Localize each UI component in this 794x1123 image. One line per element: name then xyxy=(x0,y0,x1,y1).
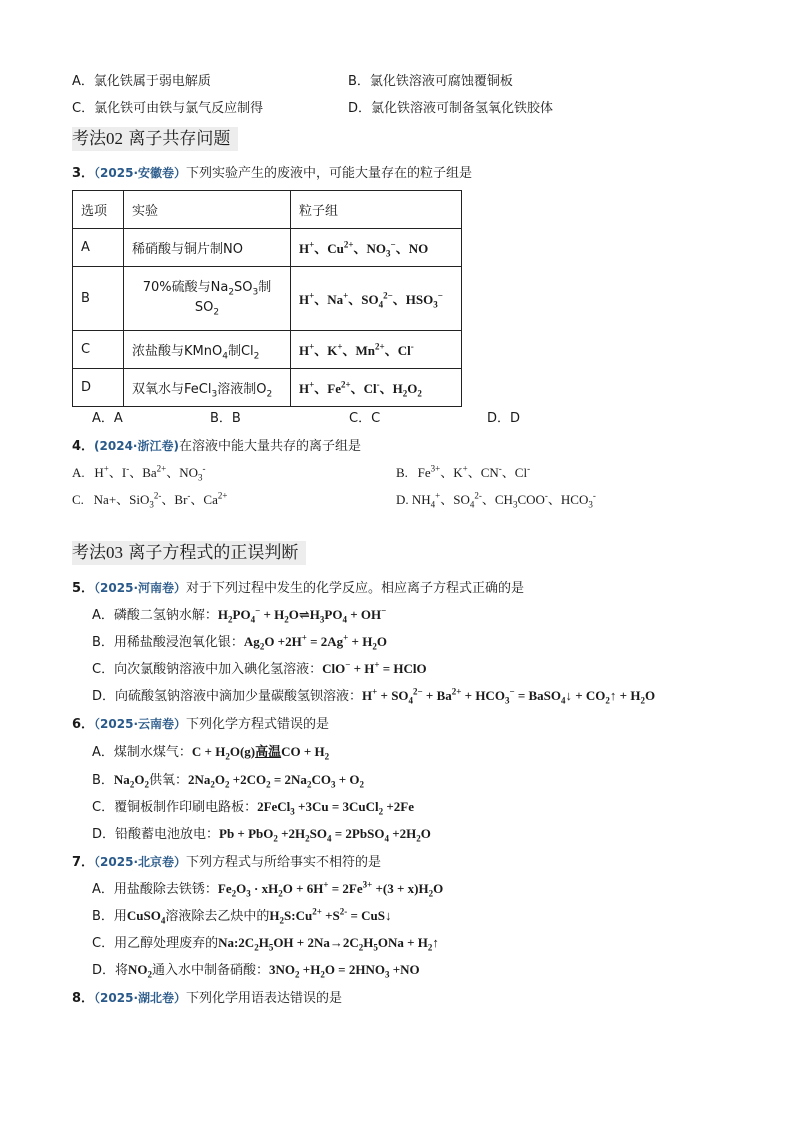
q6-option-d: D．铅酸蓄电池放电：$Pb + PbO_2 +2H_2SO_4$ = 2PbSO$_4$ $+2H_2O$ xyxy=(92,826,431,844)
q5-option-a: A．磷酸二氢钠水解：$H_2PO_4^-$ + $H_2O\rightleftharpoons H_3PO_4 + OH^-$ xyxy=(92,605,387,625)
q5-option-b: B．用稀盐酸浸泡氧化银：$Ag_2O +2H^+ = 2Ag^+ + H_2O$ xyxy=(92,632,387,652)
question-source: （2025·安徽卷） xyxy=(94,166,187,180)
q6-option-b: B．$Na_2O_2$供氧：$2Na_2O_2 +2CO_2 = 2Na_2CO_3 + O_2$ xyxy=(92,772,364,790)
question-source: （2025·河南卷） xyxy=(94,581,187,595)
question-number: 4． xyxy=(72,439,95,454)
table-header-row xyxy=(73,191,462,229)
table-cell-ions: H+、$Cu^{2+}$、$NO_3^-$、NO xyxy=(291,229,462,267)
table-cell-experiment: 70%硫酸与$Na_2SO_3$制 $SO_2$ xyxy=(124,267,291,331)
q2-option-b: B．氯化铁溶液可腐蚀覆铜板 xyxy=(348,74,513,89)
section-heading-02 xyxy=(72,127,238,151)
q3-answer-a: A．A xyxy=(92,411,123,426)
section-title: 离子方程式的正误判断 xyxy=(123,543,299,563)
question-number: 7． xyxy=(72,855,95,870)
table-header: 粒子组 xyxy=(291,191,462,229)
q4-option-a: A. H+、I-、$Ba^{2+}$、$NO_3^-$ xyxy=(72,463,206,483)
table-cell-option: B xyxy=(73,267,124,331)
question-number: 5． xyxy=(72,581,95,596)
section-heading-03 xyxy=(72,541,306,565)
q2-option-c: C．氯化铁可由铁与氯气反应制得 xyxy=(72,101,264,116)
q2-option-a: A．氯化铁属于弱电解质 xyxy=(72,74,211,89)
section-title: 离子共存问题 xyxy=(123,129,231,149)
section-prefix: 考法 xyxy=(72,543,106,563)
question-text: 下列化学用语表达错误的是 xyxy=(186,991,343,1006)
question-source: （2025·北京卷） xyxy=(94,855,187,869)
table-cell-ions: H+、K+、$Mn^{2+}$、Cl- xyxy=(291,331,462,369)
table-header: 实验 xyxy=(124,191,291,229)
q5-option-d: D．向硫酸氢钠溶液中滴加少量碳酸氢钡溶液：$H^+ + SO_4^{2-} + Ba^{2+} + HCO_3^-$ = BaSO$_4$↓ + $CO_2↑ + H_2O$ xyxy=(92,686,656,706)
question-text: 下列化学方程式错误的是 xyxy=(186,717,330,732)
question-6-stem xyxy=(72,715,329,734)
table-cell-experiment: 浓盐酸与KMnO$_4$制$Cl_2$ xyxy=(124,331,291,369)
q7-option-d: D．将$NO_2$通入水中制备硝酸：$3NO_2 +H_2O = 2HNO_3 +NO$ xyxy=(92,962,420,980)
table-cell-ions: H+、Na+、$SO_4^{2-}$、$HSO_3^-$ xyxy=(291,267,462,331)
question-number: 3． xyxy=(72,166,95,181)
table-cell-option: A xyxy=(73,229,124,267)
q4-option-c: C. Na+、SiO$_3^{2-}$、Br-、$Ca^{2+}$ xyxy=(72,490,228,510)
table-row xyxy=(73,369,462,407)
q3-answer-d: D．D xyxy=(487,411,521,426)
q4-option-b: B. $Fe^{3+}$、K+、CN-、Cl- xyxy=(396,463,531,480)
table-cell-option: D xyxy=(73,369,124,407)
q5-option-c: C．向次氯酸钠溶液中加入碘化氢溶液：ClO− + H+ = HClO xyxy=(92,659,427,677)
question-number: 8． xyxy=(72,991,95,1006)
table-cell-ions: H+、$Fe^{2+}$、Cl-、$H_2O_2$ xyxy=(291,369,462,407)
question-text: 在溶液中能大量共存的离子组是 xyxy=(178,439,361,454)
question-source: (2024·浙江卷) xyxy=(94,439,179,453)
question-text: 对于下列过程中发生的化学反应。相应离子方程式正确的是 xyxy=(186,581,525,596)
table-row xyxy=(73,267,462,331)
question-source: （2025·云南卷） xyxy=(94,717,187,731)
q3-answer-b: B．B xyxy=(210,411,241,426)
question-4-stem xyxy=(72,437,361,456)
table-cell-experiment: 双氧水与FeCl$_3$溶液制$O_2$ xyxy=(124,369,291,407)
table-row xyxy=(73,229,462,267)
section-code: 03 xyxy=(106,543,123,562)
table-cell-option: C xyxy=(73,331,124,369)
section-code: 02 xyxy=(106,129,123,148)
section-prefix: 考法 xyxy=(72,129,106,149)
q2-option-d: D．氯化铁溶液可制备氢氧化铁胶体 xyxy=(348,101,554,116)
q7-option-c: C．用乙醇处理废弃的$Na:2C_2H_5OH + 2Na\to 2C_2H_5ONa$ + $H_2↑$ xyxy=(92,935,439,953)
question-number: 6． xyxy=(72,717,95,732)
question-7-stem xyxy=(72,853,381,872)
q7-option-b: B．用CuSO$_4$溶液除去乙炔中的$H_2S:Cu^{2+} +S^{2-}$ = CuS↓ xyxy=(92,906,392,926)
question-text: 下列方程式与所给事实不相符的是 xyxy=(186,855,382,870)
table-row xyxy=(73,331,462,369)
q6-option-c: C．覆铜板制作印刷电路板：2FeCl$_3$ +3Cu = 3CuCl$_2$ +2Fe xyxy=(92,799,414,817)
q6-option-a: A．煤制水煤气：$C + H_2O(g)$高温CO + $H_2$ xyxy=(92,744,330,762)
question-8-stem xyxy=(72,989,342,1008)
question-text: 下列实验产生的废液中，可能大量存在的粒子组是 xyxy=(186,166,473,181)
question-source: （2025·湖北卷） xyxy=(94,991,187,1005)
particle-table xyxy=(72,190,462,407)
question-3-stem xyxy=(72,164,472,183)
table-cell-experiment: 稀硝酸与铜片制NO xyxy=(124,229,291,267)
q7-option-a: A．用盐酸除去铁锈：$Fe_2O_3 \cdot xH_2O + 6H^+ = 2Fe^{3+} +(3 + x)H_2O$ xyxy=(92,879,444,899)
question-5-stem xyxy=(72,579,524,598)
q4-option-d: D. $NH_4^+$、$SO_4^{2-}$、$CH_3COO^-$、$HCO_3^-$ xyxy=(396,490,596,510)
q3-answer-c: C．C xyxy=(349,411,381,426)
table-header: 选项 xyxy=(73,191,124,229)
